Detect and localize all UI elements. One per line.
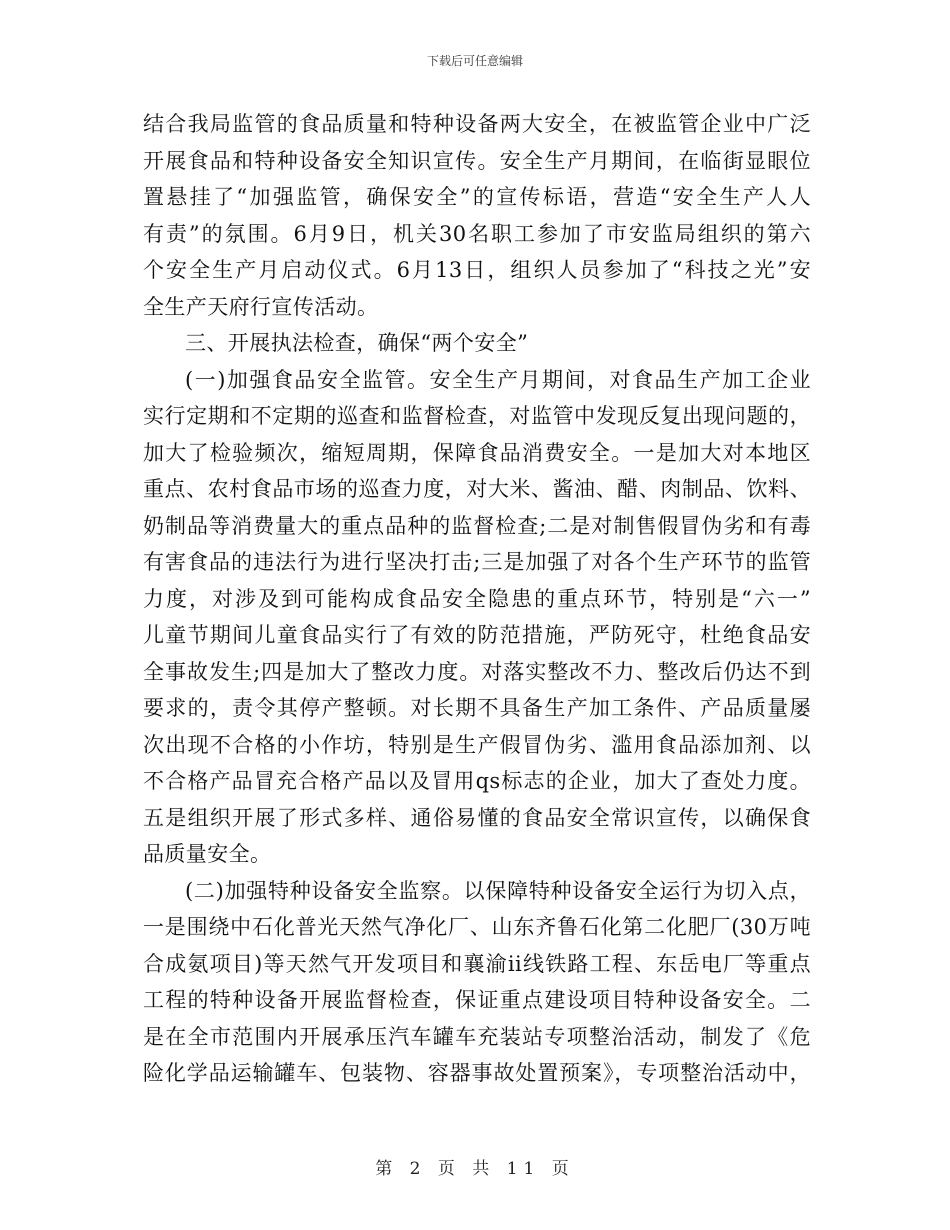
text-line: 要求的，责令其停产整顿。对长期不具备生产加工条件、产品质量屡 bbox=[143, 696, 811, 720]
text-line: 一是围绕中石化普光天然气净化厂、山东齐鲁石化第二化肥厂(30万吨 bbox=[143, 915, 811, 939]
text-line: 合成氨项目)等天然气开发项目和襄渝ii线铁路工程、东岳电厂等重点 bbox=[143, 951, 811, 976]
text-line: 全事故发生;四是加大了整改力度。对落实整改不力、整改后仍达不到 bbox=[143, 659, 811, 684]
text-line: 不合格产品冒充合格产品以及冒用qs标志的企业，加大了查处力度。 bbox=[143, 769, 811, 793]
text-line: 重点、农村食品市场的巡查力度，对大米、酱油、醋、肉制品、饮料、 bbox=[143, 477, 811, 501]
section-heading: 三、开展执法检查，确保“两个安全” bbox=[185, 331, 529, 355]
text-line: 力度，对涉及到可能构成食品安全隐患的重点环节，特别是“六一” bbox=[143, 586, 811, 611]
text-line: 工程的特种设备开展监督检查，保证重点建设项目特种设备安全。二 bbox=[143, 988, 811, 1012]
text-line: 加大了检验频次，缩短周期，保障食品消费安全。一是加大对本地区 bbox=[143, 440, 811, 465]
text-line: 品质量安全。 bbox=[143, 842, 272, 866]
paragraph-start: (一)加强食品安全监管。安全生产月期间，对食品生产加工企业 bbox=[185, 367, 811, 392]
text-line: 是在全市范围内开展承压汽车罐车充装站专项整治活动，制发了《危 bbox=[143, 1024, 811, 1049]
text-line: 次出现不合格的小作坊，特别是生产假冒伪劣、滥用食品添加剂、以 bbox=[143, 732, 811, 757]
text-line: 开展食品和特种设备安全知识宣传。安全生产月期间，在临街显眼位 bbox=[143, 148, 811, 173]
text-line: 险化学品运输罐车、包装物、容器事故处置预案》，专项整治活动中， bbox=[143, 1061, 811, 1085]
text-line: 儿童节期间儿童食品实行了有效的防范措施，严防死守，杜绝食品安 bbox=[143, 623, 811, 647]
paragraph-start: (二)加强特种设备安全监察。以保障特种设备安全运行为切入点， bbox=[185, 878, 811, 903]
page-header: 下载后可任意编辑 bbox=[426, 54, 523, 68]
text-line: 有责”的氛围。6月9日，机关30名职工参加了市安监局组织的第六 bbox=[143, 221, 811, 246]
text-line: 实行定期和不定期的巡查和监督检查，对监管中发现反复出现问题的， bbox=[143, 404, 811, 428]
text-line: 有害食品的违法行为进行坚决打击;三是加强了对各个生产环节的监管 bbox=[143, 550, 811, 574]
text-line: 五是组织开展了形式多样、通俗易懂的食品安全常识宣传，以确保食 bbox=[143, 805, 811, 830]
body-text bbox=[143, 106, 811, 1092]
page-footer: 第 2 页 共 11 页 bbox=[375, 1159, 575, 1179]
text-line: 奶制品等消费量大的重点品种的监督检查;二是对制售假冒伪劣和有毒 bbox=[143, 513, 811, 538]
text-line: 全生产天府行宣传活动。 bbox=[143, 294, 379, 319]
text-line: 结合我局监管的食品质量和特种设备两大安全，在被监管企业中广泛 bbox=[143, 112, 811, 136]
text-line: 个安全生产月启动仪式。6月13日，组织人员参加了“科技之光”安 bbox=[143, 258, 811, 282]
text-line: 置悬挂了“加强监管，确保安全”的宣传标语，营造“安全生产人人 bbox=[143, 185, 811, 209]
